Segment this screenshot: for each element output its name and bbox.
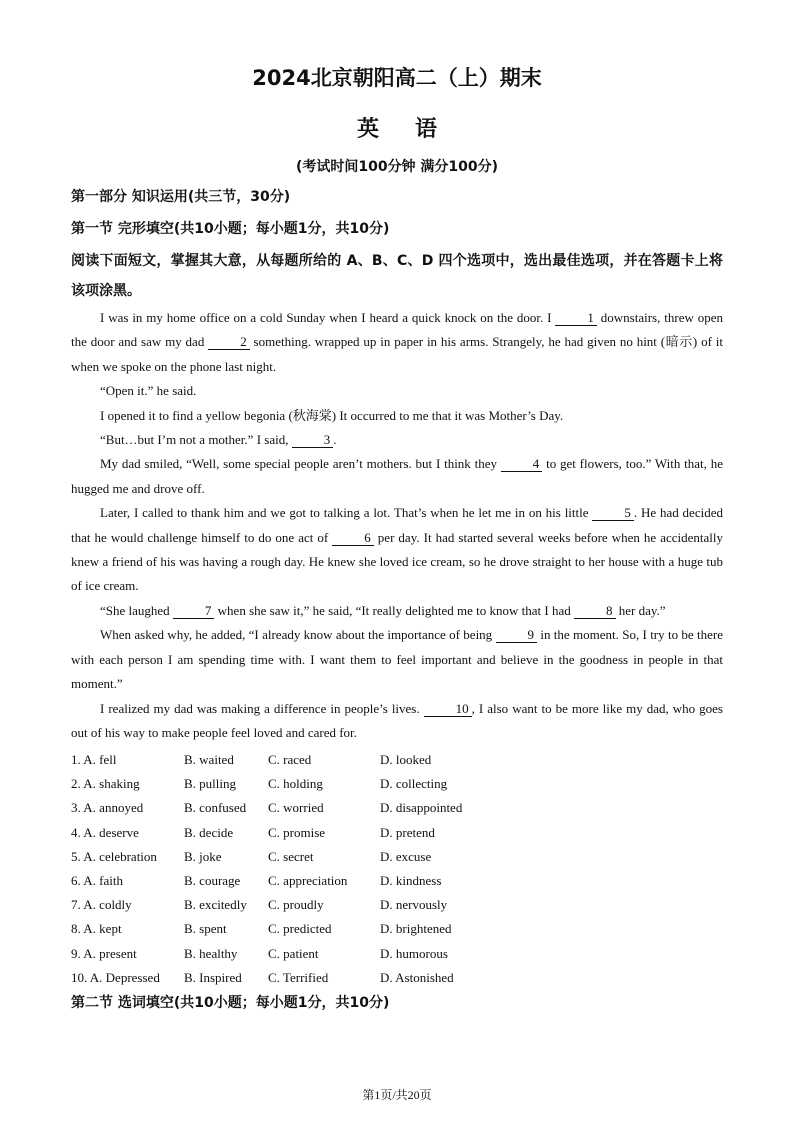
option-row: 6. A. faith B. courage C. appreciation D. kindness [71,872,442,888]
blank-2: 2 [208,335,250,350]
paragraph: When asked why, he added, “I already know about the importance of being 9 in the moment. So, I try to be there with each person I am spending time with. I want them to feel important and believe in the goodness in people in that moment.” [71,627,723,692]
option-row: 7. A. coldly B. excitedly C. proudly D. nervously [71,897,448,913]
paragraph: “Open it.” he said. [100,383,197,399]
cloze-passage [71,306,723,745]
page-footer: 第1页/共20页 [362,1088,432,1102]
paragraph: I was in my home office on a cold Sunday when I heard a quick knock on the door. I 1 downstairs, threw open the door and saw my dad 2 something. wrapped up in paper in his arms. Strangely, he had given no hint (暗示) of it when we spoke on the phone last night. [71,310,724,374]
option-row: 10. A. Depressed B. Inspired C. Terrified D. Astonished [71,969,454,985]
exam-info: (考试时间100分钟 满分100分) [295,159,499,175]
blank-10: 10 [424,702,472,717]
option-row: 1. A. fell B. waited C. raced D. looked [71,752,432,767]
section1-heading: 第一节 完形填空(共10小题；每小题1分，共10分) [71,221,390,237]
paragraph: “But…but I’m not a mother.” I said, 3 . [100,432,337,448]
paragraph: My dad smiled, “Well, some special people aren’t mothers. but I think they 4 to get flowers, too.” With that, he hugged me and drove off. [71,456,723,496]
answer-options [71,748,723,990]
option-row: 2. A. shaking B. pulling C. holding D. collecting [71,776,448,792]
subject-title: 英语 [356,117,473,142]
exam-title: 2024北京朝阳高二（上）期末 [252,66,542,90]
blank-3: 3 [292,433,334,448]
paragraph: “She laughed 7 when she saw it,” he said, “It really delighted me to know that I had 8 her day.” [100,602,666,618]
option-row: 3. A. annoyed B. confused C. worried D. disappointed [71,800,463,816]
blank-7: 7 [173,604,215,619]
blank-6: 6 [332,531,374,546]
option-row: 4. A. deserve B. decide C. promise D. pretend [71,824,435,840]
instructions: 阅读下面短文，掌握其大意，从每题所给的 A、B、C、D 四个选项中，选出最佳选项，并在答题卡上将该项涂黑。 [71,253,723,299]
blank-8: 8 [574,604,616,619]
paragraph: Later, I called to thank him and we got to talking a lot. That’s when he let me in on his little 5 . He had decided that he would challenge himself to do one act of 6 per day. It had started several weeks before when he accidentally knew a friend of his was having a rough day. He knew she loved ice cream, so he drove straight to her house with a huge tub of ice cream. [71,505,723,594]
option-row: 8. A. kept B. spent C. predicted D. brightened [71,921,452,937]
blank-5: 5 [592,506,634,521]
option-row: 5. A. celebration B. joke C. secret D. excuse [71,848,432,864]
blank-1: 1 [555,311,597,326]
paragraph: I realized my dad was making a difference in people’s lives. 10 , I also want to be more like my dad, who goes out of his way to make people feel loved and cared for. [71,700,723,740]
blank-4: 4 [501,457,543,472]
paragraph: I opened it to find a yellow begonia (秋海棠) It occurred to me that it was Mother’s Day. [100,407,564,423]
part1-heading: 第一部分 知识运用(共三节，30分) [71,189,291,205]
option-row: 9. A. present B. healthy C. patient D. humorous [71,945,448,961]
section2-heading: 第二节 选词填空(共10小题；每小题1分，共10分) [71,995,390,1011]
blank-9: 9 [496,628,538,643]
